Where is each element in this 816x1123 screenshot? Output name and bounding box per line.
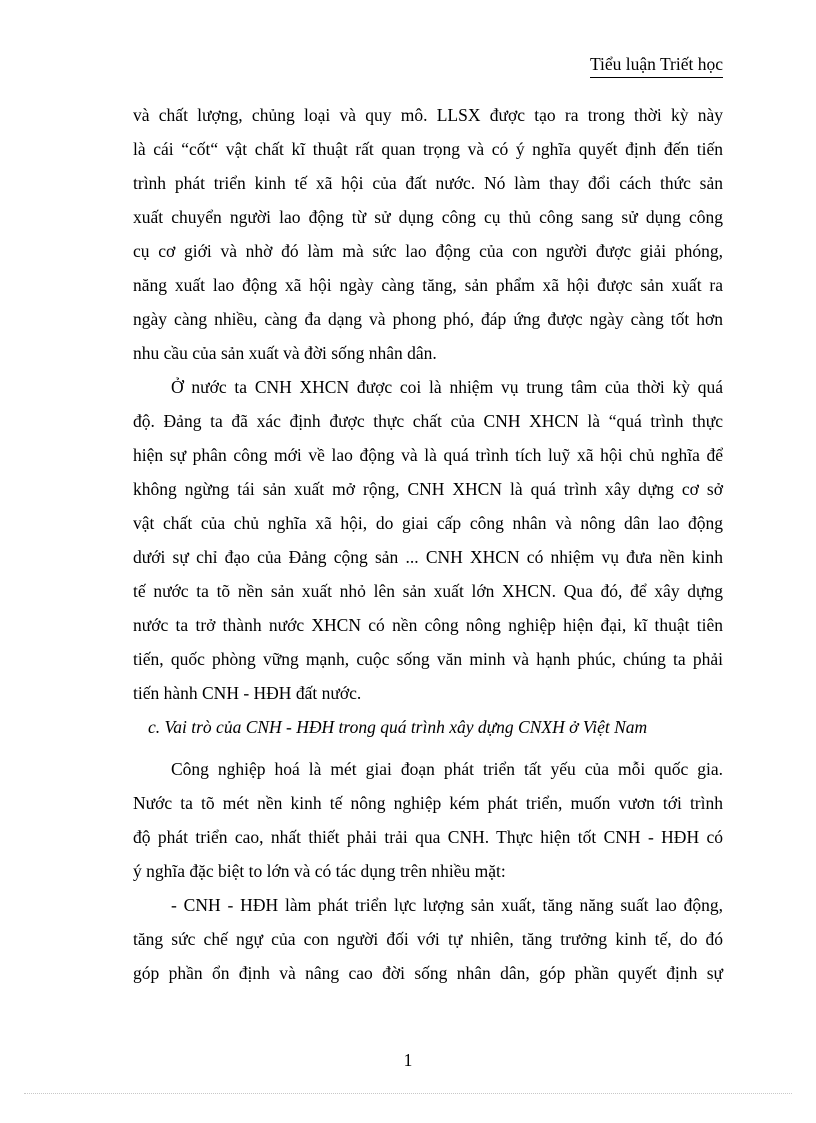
text-line: không ngừng tái sản xuất mở rộng, CNH XHCN là quá trình xây dựng cơ sở xyxy=(133,479,723,499)
text-line: nước ta trở thành nước XHCN có nền công nông nghiệp hiện đại, kĩ thuật tiên xyxy=(133,615,723,635)
section-heading: c. Vai trò của CNH - HĐH trong quá trình xây dựng CNXH ở Việt Nam xyxy=(148,717,648,737)
text-line: cụ cơ giới và nhờ đó làm mà sức lao động của con người được giải phóng, xyxy=(133,241,723,261)
text-line: ngày càng nhiều, càng đa dạng và phong phó, đáp ứng được ngày càng tốt hơn xyxy=(133,309,723,329)
page-number: 1 xyxy=(403,1050,413,1070)
text-line: Nước ta tõ mét nền kinh tế nông nghiệp kém phát triển, muốn vươn tới trình xyxy=(133,793,723,813)
text-line: vật chất của chủ nghĩa xã hội, do giai cấp công nhân và nông dân lao động xyxy=(133,513,723,533)
text-line: hiện sự phân công mới về lao động và là quá trình tích luỹ xã hội chủ nghĩa để xyxy=(133,445,723,465)
text-line: tế nước ta tõ nền sản xuất nhỏ lên sản xuất lớn XHCN. Qua đó, để xây dựng xyxy=(133,581,723,601)
text-line: tăng sức chế ngự của con người đối với tự nhiên, tăng trưởng kinh tế, do đó xyxy=(133,929,723,949)
text-line: năng xuất lao động xã hội ngày càng tăng, sản phẩm xã hội được sản xuất ra xyxy=(133,275,723,295)
text-line: nhu cầu của sản xuất và đời sống nhân dân. xyxy=(133,343,437,363)
text-line: độ phát triển cao, nhất thiết phải trải qua CNH. Thực hiện tốt CNH - HĐH có xyxy=(133,827,723,847)
text-line: và chất lượng, chủng loại và quy mô. LLSX được tạo ra trong thời kỳ này xyxy=(133,105,723,125)
text-line: Ở nước ta CNH XHCN được coi là nhiệm vụ trung tâm của thời kỳ quá xyxy=(171,377,723,397)
text-line: góp phần ổn định và nâng cao đời sống nhân dân, góp phần quyết định sự xyxy=(133,963,723,983)
running-header: Tiểu luận Triết học xyxy=(590,51,723,78)
text-line: ý nghĩa đặc biệt to lớn và có tác dụng trên nhiều mặt: xyxy=(133,861,506,881)
text-line: tiến, quốc phòng vững mạnh, cuộc sống văn minh và hạnh phúc, chúng ta phải xyxy=(133,649,723,669)
text-line: xuất chuyển người lao động từ sử dụng công cụ thủ công sang sử dụng công xyxy=(133,207,723,227)
text-line: là cái “cốt“ vật chất kĩ thuật rất quan trọng và có ý nghĩa quyết định đến tiến xyxy=(133,139,723,159)
text-line: trình phát triển kinh tế xã hội của đất nước. Nó làm thay đổi cách thức sản xyxy=(133,173,723,193)
page-bottom-divider xyxy=(24,1093,792,1094)
text-line: tiến hành CNH - HĐH đất nước. xyxy=(133,683,362,703)
text-line: - CNH - HĐH làm phát triển lực lượng sản xuất, tăng năng suất lao động, xyxy=(171,895,723,915)
text-line: dưới sự chỉ đạo của Đảng cộng sản ... CNH XHCN có nhiệm vụ đưa nền kinh xyxy=(133,547,723,567)
document-body xyxy=(133,102,723,994)
text-line: độ. Đảng ta đã xác định được thực chất của CNH XHCN là “quá trình thực xyxy=(133,411,723,431)
text-line: Công nghiệp hoá là mét giai đoạn phát triển tất yếu của mỗi quốc gia. xyxy=(171,759,723,779)
